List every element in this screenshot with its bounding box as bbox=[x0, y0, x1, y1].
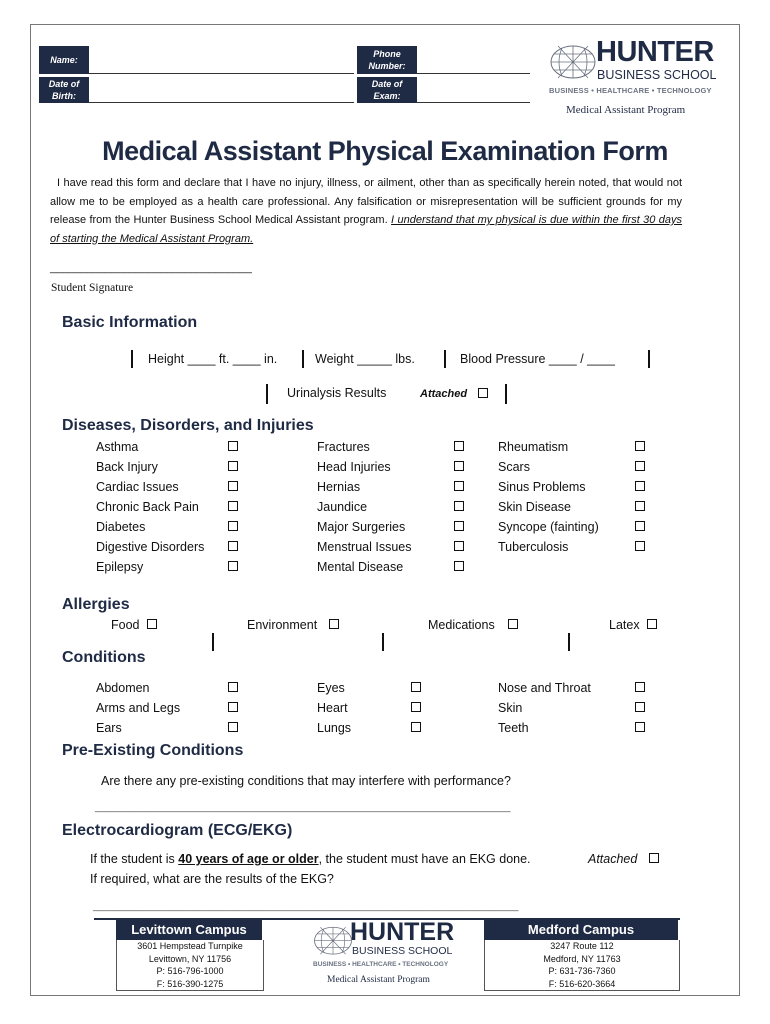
weight-field[interactable]: Weight _____ lbs. bbox=[315, 352, 415, 366]
condition-checkbox[interactable] bbox=[228, 702, 238, 712]
disease-checkbox[interactable] bbox=[635, 501, 645, 511]
disease-checkbox[interactable] bbox=[454, 541, 464, 551]
disease-label: Cardiac Issues bbox=[96, 480, 179, 494]
exam-date-label: Date of Exam: bbox=[357, 77, 417, 103]
condition-checkbox[interactable] bbox=[228, 722, 238, 732]
disease-label: Major Surgeries bbox=[317, 520, 406, 534]
levittown-campus-address: 3601 Hempstead Turnpike Levittown, NY 11756 P: 516-796-1000 F: 516-390-1275 bbox=[116, 940, 264, 991]
hunter-logo bbox=[546, 38, 726, 120]
footer-logo bbox=[310, 920, 480, 988]
allergy-medications-checkbox[interactable] bbox=[508, 619, 518, 629]
blood-pressure-field[interactable]: Blood Pressure ____ / ____ bbox=[460, 352, 615, 366]
disease-label: Head Injuries bbox=[317, 460, 391, 474]
disease-label: Menstrual Issues bbox=[317, 540, 412, 554]
disease-label: Syncope (fainting) bbox=[498, 520, 599, 534]
urinalysis-attached-label: Attached bbox=[420, 388, 468, 400]
allergy-food-checkbox[interactable] bbox=[147, 619, 157, 629]
condition-checkbox[interactable] bbox=[411, 722, 421, 732]
condition-label: Arms and Legs bbox=[96, 701, 181, 715]
dob-label: Date of Birth: bbox=[39, 77, 89, 103]
condition-label: Lungs bbox=[317, 721, 352, 735]
ecg-heading: Electrocardiogram (ECG/EKG) bbox=[62, 822, 293, 839]
footer-logo-school: BUSINESS SCHOOL bbox=[352, 945, 453, 957]
condition-label: Abdomen bbox=[96, 681, 150, 695]
disease-checkbox[interactable] bbox=[228, 461, 238, 471]
disease-label: Sinus Problems bbox=[498, 480, 586, 494]
disease-checkbox[interactable] bbox=[454, 461, 464, 471]
name-label: Name: bbox=[39, 46, 89, 74]
disease-label: Back Injury bbox=[96, 460, 158, 474]
condition-label: Nose and Throat bbox=[498, 681, 591, 695]
conditions-heading: Conditions bbox=[62, 649, 146, 666]
urinalysis-attached-checkbox[interactable] bbox=[478, 388, 488, 398]
condition-label: Ears bbox=[96, 721, 122, 735]
allergies-heading: Allergies bbox=[62, 596, 130, 613]
condition-checkbox[interactable] bbox=[635, 722, 645, 732]
disease-checkbox[interactable] bbox=[454, 501, 464, 511]
globe-icon bbox=[312, 922, 354, 956]
phone-field[interactable] bbox=[417, 73, 530, 74]
disease-checkbox[interactable] bbox=[454, 441, 464, 451]
disease-checkbox[interactable] bbox=[635, 481, 645, 491]
disease-checkbox[interactable] bbox=[228, 481, 238, 491]
footer-logo-name: HUNTER bbox=[350, 918, 455, 946]
phone-label: Phone Number: bbox=[357, 46, 417, 74]
separator bbox=[505, 384, 507, 404]
disease-checkbox[interactable] bbox=[228, 501, 238, 511]
allergy-environment-checkbox[interactable] bbox=[329, 619, 339, 629]
levittown-campus-heading: Levittown Campus bbox=[116, 920, 262, 940]
disease-checkbox[interactable] bbox=[635, 521, 645, 531]
separator bbox=[648, 350, 650, 368]
separator bbox=[444, 350, 446, 368]
logo-school: BUSINESS SCHOOL bbox=[597, 68, 717, 82]
condition-checkbox[interactable] bbox=[411, 702, 421, 712]
disease-checkbox[interactable] bbox=[635, 541, 645, 551]
disease-label: Rheumatism bbox=[498, 440, 569, 454]
condition-checkbox[interactable] bbox=[635, 682, 645, 692]
logo-program: Medical Assistant Program bbox=[566, 104, 686, 116]
disease-checkbox[interactable] bbox=[228, 521, 238, 531]
diseases-heading: Diseases, Disorders, and Injuries bbox=[62, 417, 314, 434]
disease-label: Fractures bbox=[317, 440, 370, 454]
condition-label: Eyes bbox=[317, 681, 345, 695]
condition-checkbox[interactable] bbox=[228, 682, 238, 692]
separator bbox=[131, 350, 133, 368]
ecg-results-question: If required, what are the results of the EKG? bbox=[90, 872, 334, 886]
disease-checkbox[interactable] bbox=[228, 541, 238, 551]
preexisting-question: Are there any pre-existing conditions that may interfere with performance? bbox=[101, 774, 511, 788]
disease-label: Tuberculosis bbox=[498, 540, 569, 554]
dob-field[interactable] bbox=[89, 102, 354, 103]
footer-logo-tagline: BUSINESS • HEALTHCARE • TECHNOLOGY bbox=[313, 961, 449, 968]
disease-checkbox[interactable] bbox=[228, 441, 238, 451]
basic-info-heading: Basic Information bbox=[62, 314, 198, 331]
declaration-text: I have read this form and declare that I have no injury, illness, or ailment, other than as specifically herein noted, that would not allow me to be employed as a health care professional. Any falsification or misrepresentation will be sufficient grounds for my release from the Hunter Business School Medical Assistant program. I understand that my physical is due within the first 30 days of starting the Medical Assistant Program. bbox=[50, 177, 683, 245]
footer-logo-program: Medical Assistant Program bbox=[327, 975, 430, 985]
ecg-attached-checkbox[interactable] bbox=[649, 853, 659, 863]
medford-campus-heading: Medford Campus bbox=[484, 920, 678, 940]
disease-label: Epilepsy bbox=[96, 560, 144, 574]
separator bbox=[302, 350, 304, 368]
disease-checkbox[interactable] bbox=[454, 521, 464, 531]
page-title: Medical Assistant Physical Examination Form bbox=[102, 136, 668, 166]
disease-checkbox[interactable] bbox=[635, 441, 645, 451]
ecg-requirement-text: If the student is 40 years of age or older, the student must have an EKG done. bbox=[90, 852, 531, 866]
disease-label: Mental Disease bbox=[317, 560, 404, 574]
disease-checkbox[interactable] bbox=[228, 561, 238, 571]
condition-checkbox[interactable] bbox=[635, 702, 645, 712]
ecg-answer-line[interactable]: _____________________________________________________________________________________ bbox=[93, 901, 519, 911]
exam-date-field[interactable] bbox=[417, 102, 530, 103]
condition-label: Skin bbox=[498, 701, 523, 715]
disease-checkbox[interactable] bbox=[454, 561, 464, 571]
logo-tagline: BUSINESS • HEALTHCARE • TECHNOLOGY bbox=[549, 86, 712, 95]
separator bbox=[212, 633, 214, 651]
globe-icon bbox=[548, 40, 598, 80]
disease-label: Asthma bbox=[96, 440, 139, 454]
condition-label: Teeth bbox=[498, 721, 529, 735]
condition-label: Heart bbox=[317, 701, 348, 715]
signature-line[interactable]: _________________________________ bbox=[50, 262, 252, 274]
separator bbox=[568, 633, 570, 651]
disease-label: Scars bbox=[498, 460, 530, 474]
preexisting-answer-line[interactable]: ___________________________________________________________________________________ bbox=[95, 802, 511, 812]
ecg-attached-label: Attached bbox=[588, 852, 638, 866]
disease-label: Hernias bbox=[317, 480, 361, 494]
separator bbox=[266, 384, 268, 404]
allergy-latex-label: Latex bbox=[609, 618, 640, 632]
allergy-latex-checkbox[interactable] bbox=[647, 619, 657, 629]
disease-label: Jaundice bbox=[317, 500, 368, 514]
disease-label: Diabetes bbox=[96, 520, 146, 534]
disease-label: Chronic Back Pain bbox=[96, 500, 199, 514]
logo-name: HUNTER bbox=[596, 36, 714, 68]
height-field[interactable]: Height ____ ft. ____ in. bbox=[148, 352, 278, 366]
disease-label: Digestive Disorders bbox=[96, 540, 205, 554]
preexisting-heading: Pre-Existing Conditions bbox=[62, 742, 244, 759]
allergy-food-label: Food bbox=[111, 618, 140, 632]
condition-checkbox[interactable] bbox=[411, 682, 421, 692]
urinalysis-label: Urinalysis Results bbox=[287, 386, 387, 400]
signature-label: Student Signature bbox=[51, 282, 134, 294]
declaration-emphasis: I understand that my physical is due within the first 30 days of starting the Medical Assistant Program. bbox=[50, 214, 683, 245]
separator bbox=[382, 633, 384, 651]
disease-checkbox[interactable] bbox=[454, 481, 464, 491]
allergy-environment-label: Environment bbox=[247, 618, 318, 632]
disease-checkbox[interactable] bbox=[635, 461, 645, 471]
disease-label: Skin Disease bbox=[498, 500, 571, 514]
medford-campus-address: 3247 Route 112 Medford, NY 11763 P: 631-736-7360 F: 516-620-3664 bbox=[484, 940, 680, 991]
name-field[interactable] bbox=[89, 73, 354, 74]
allergy-medications-label: Medications bbox=[428, 618, 495, 632]
